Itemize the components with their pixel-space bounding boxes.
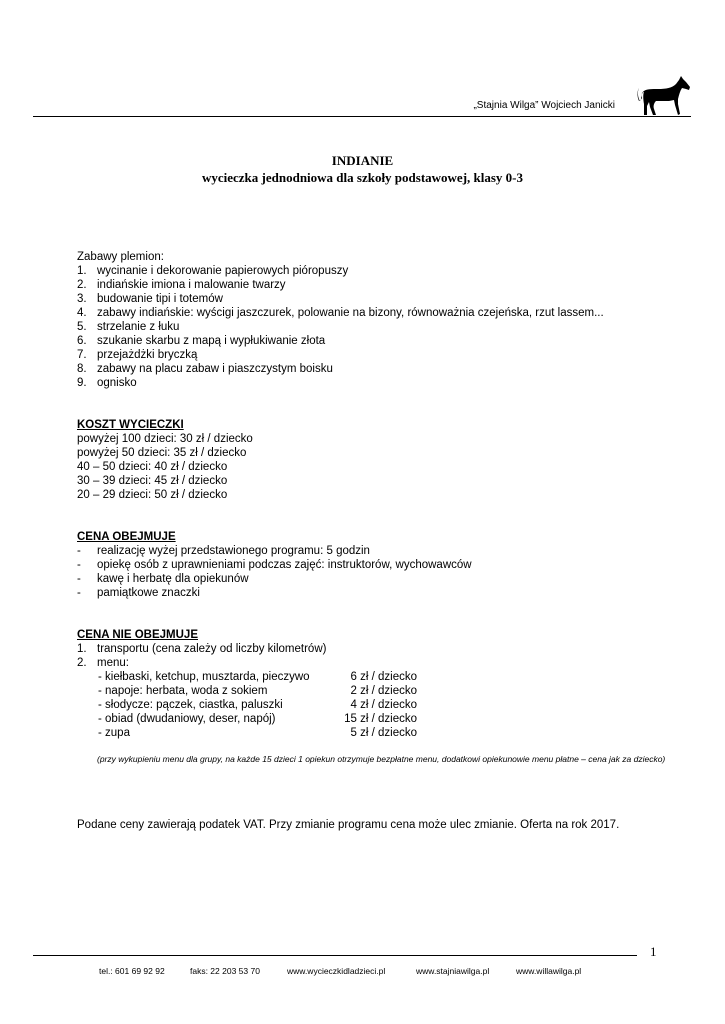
footer-fax: faks: 22 203 53 70 — [190, 966, 260, 976]
footer-phone: tel.: 601 69 92 92 — [99, 966, 165, 976]
list-item: 1. wycinanie i dekorowanie papierowych pióropuszy — [77, 265, 349, 277]
vat-note: Podane ceny zawierają podatek VAT. Przy zmianie programu cena może ulec zmianie. Oferta na rok 2017. — [77, 819, 620, 831]
menu-row: - napoje: herbata, woda z sokiem 2 zł / dziecko — [98, 685, 417, 697]
list-item: 7. przejażdżki bryczką — [77, 349, 198, 361]
footer-divider — [33, 955, 637, 956]
menu-note: (przy wykupieniu menu dla grupy, na każde 15 dzieci 1 opiekun otrzymuje bezpłatne menu, dodatkowi opiekunowie menu płatne – cena jak za dziecko) — [97, 754, 666, 764]
cost-line: powyżej 50 dzieci: 35 zł / dziecko — [77, 447, 247, 459]
included-section — [77, 530, 677, 600]
excluded-heading: CENA NIE OBEJMUJE — [77, 629, 198, 641]
list-item: 6. szukanie skarbu z mapą i wypłukiwanie złota — [77, 335, 326, 347]
list-item: 3. budowanie tipi i totemów — [77, 293, 223, 305]
menu-row: - obiad (dwudaniowy, deser, napój) 15 zł / dziecko — [98, 713, 417, 725]
list-item: 4. zabawy indiańskie: wyścigi jaszczurek, polowanie na bizony, równoważnia czejeńska, rzut lassem... — [77, 307, 604, 319]
list-item: 9. ognisko — [77, 377, 137, 389]
activities-section — [77, 250, 677, 390]
list-item: - kawę i herbatę dla opiekunów — [77, 573, 249, 585]
footer-link-wycieczkidladzieci[interactable]: www.wycieczkidladzieci.pl — [287, 966, 386, 976]
menu-row: - zupa 5 zł / dziecko — [98, 727, 417, 739]
activities-heading: Zabawy plemion: — [77, 251, 164, 263]
list-item: 5. strzelanie z łuku — [77, 321, 180, 333]
cost-line: 20 – 29 dzieci: 50 zł / dziecko — [77, 489, 228, 501]
page-subtitle: wycieczka jednodniowa dla szkoły podstawowej, klasy 0-3 — [201, 170, 524, 185]
menu-list — [77, 670, 677, 740]
header-company: „Stajnia Wilga” Wojciech Janicki — [473, 100, 615, 111]
cost-line: 30 – 39 dzieci: 45 zł / dziecko — [77, 475, 228, 487]
cost-line: powyżej 100 dzieci: 30 zł / dziecko — [77, 433, 253, 445]
activities-list — [77, 264, 677, 390]
footer-link-stajniawilga[interactable]: www.stajniawilga.pl — [416, 966, 490, 976]
excluded-section — [77, 628, 677, 740]
footer-link-willawilga[interactable]: www.willawilga.pl — [516, 966, 582, 976]
list-item: 2. indiańskie imiona i malowanie twarzy — [77, 279, 286, 291]
menu-row: - słodycze: pączek, ciastka, paluszki 4 zł / dziecko — [98, 699, 417, 711]
horse-icon — [636, 74, 692, 118]
list-item: 1. transportu (cena zależy od liczby kilometrów) — [77, 643, 327, 655]
list-item: 8. zabawy na placu zabaw i piaszczystym boisku — [77, 363, 333, 375]
list-item: - pamiątkowe znaczki — [77, 587, 200, 599]
cost-heading: KOSZT WYCIECZKI — [77, 419, 184, 431]
included-heading: CENA OBEJMUJE — [77, 531, 176, 543]
header-divider — [33, 116, 691, 117]
list-item: - opiekę osób z uprawnieniami podczas zajęć: instruktorów, wychowawców — [77, 559, 472, 571]
cost-line: 40 – 50 dzieci: 40 zł / dziecko — [77, 461, 228, 473]
page-title: INDIANIE — [331, 153, 394, 168]
list-item: 2. menu: — [77, 657, 129, 669]
page-number: 1 — [650, 944, 657, 959]
list-item: - realizację wyżej przedstawionego programu: 5 godzin — [77, 545, 370, 557]
menu-row: - kiełbaski, ketchup, musztarda, pieczywo 6 zł / dziecko — [98, 671, 417, 683]
cost-section — [77, 418, 677, 502]
